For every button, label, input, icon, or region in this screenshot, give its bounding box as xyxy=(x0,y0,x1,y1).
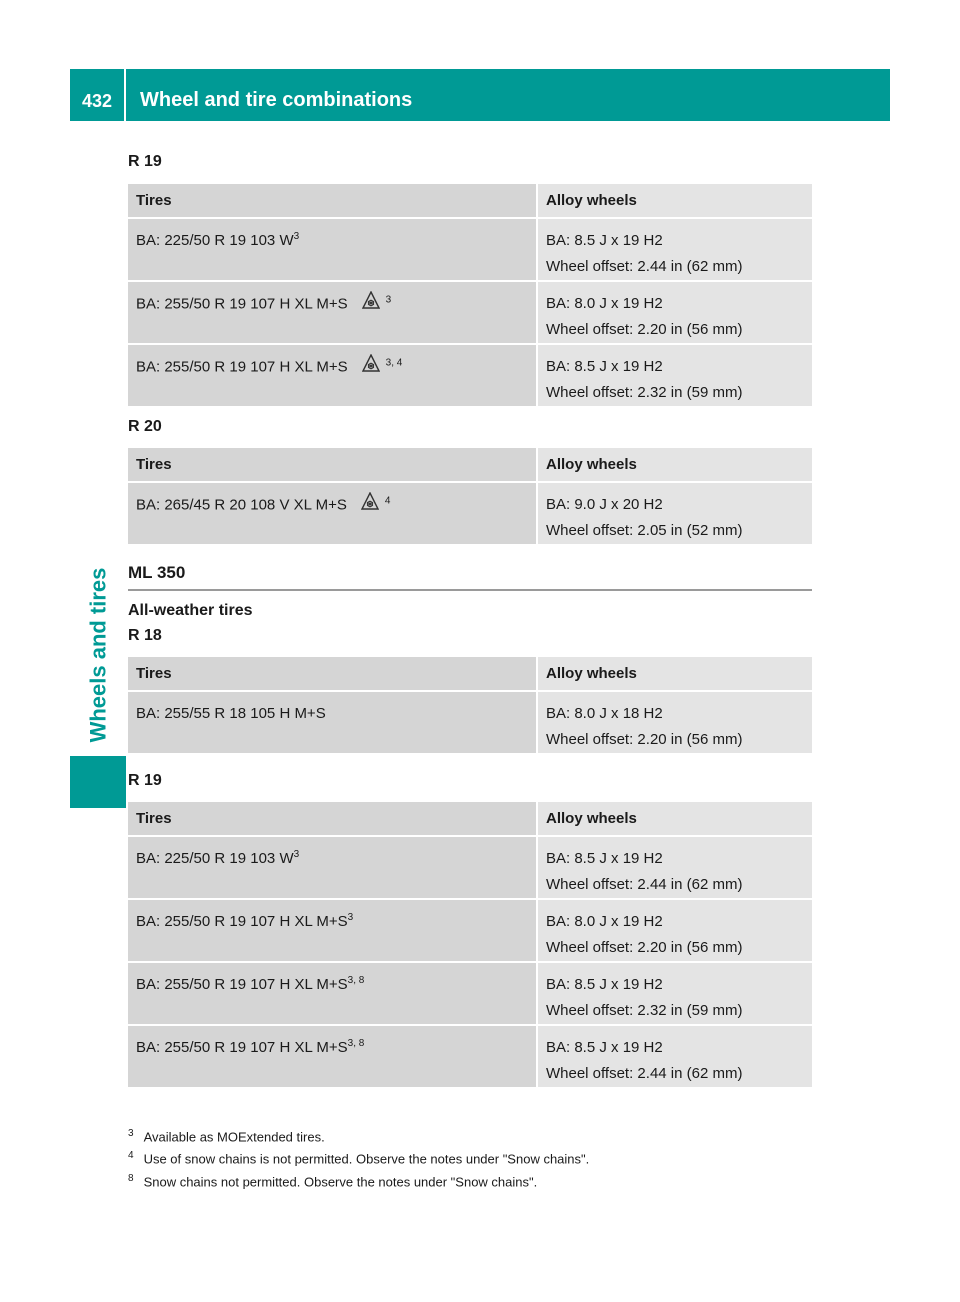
wheel-cell xyxy=(536,282,812,345)
snowflake-mountain-icon xyxy=(362,291,380,318)
table-row xyxy=(128,692,812,755)
wheel-offset: Wheel offset: 2.20 in (56 mm) xyxy=(546,321,743,338)
footnote-text: Snow chains not permitted. Observe the notes under "Snow chains". xyxy=(143,1173,538,1189)
footnote-number: 4 xyxy=(128,1150,134,1162)
tire-cell xyxy=(128,282,536,345)
table-row xyxy=(128,483,812,546)
tire-cell xyxy=(128,345,536,408)
table-header-row xyxy=(128,448,812,483)
wheel-spec: BA: 8.5 J x 19 H2 xyxy=(546,1039,663,1056)
tire-spec: BA: 255/50 R 19 107 H XL M+S xyxy=(136,913,348,930)
footnote-number: 8 xyxy=(128,1172,134,1184)
wheel-offset: Wheel offset: 2.44 in (62 mm) xyxy=(546,1065,743,1082)
wheel-offset: Wheel offset: 2.44 in (62 mm) xyxy=(546,258,743,275)
snowflake-mountain-icon xyxy=(362,354,380,381)
table-row xyxy=(128,1026,812,1089)
footnote xyxy=(128,1146,589,1168)
page-header xyxy=(70,69,890,121)
footnote-number: 3 xyxy=(128,1128,134,1139)
column-header-tires: Tires xyxy=(128,657,536,692)
footnote xyxy=(128,1124,589,1146)
group-heading-r19-ml350: R 19 xyxy=(128,772,162,789)
wheel-spec: BA: 8.5 J x 19 H2 xyxy=(546,232,663,249)
footnote-ref: 3 xyxy=(293,231,300,242)
tire-cell xyxy=(128,900,536,963)
wheel-offset: Wheel offset: 2.20 in (56 mm) xyxy=(546,731,743,748)
wheel-spec: BA: 8.0 J x 19 H2 xyxy=(546,295,663,312)
footnote-ref: 3 xyxy=(293,849,300,860)
wheel-cell xyxy=(536,219,812,282)
wheel-spec: BA: 8.5 J x 19 H2 xyxy=(546,850,663,867)
wheel-spec: BA: 9.0 J x 20 H2 xyxy=(546,496,663,513)
footnote-ref: 4 xyxy=(384,495,391,507)
footnote-text: Available as MOExtended tires. xyxy=(143,1129,325,1145)
column-header-tires: Tires xyxy=(128,448,536,483)
wheel-cell xyxy=(536,345,812,408)
tire-table-r20 xyxy=(128,448,812,546)
table-row xyxy=(128,963,812,1026)
wheel-cell xyxy=(536,483,812,546)
footnote-ref: 3 xyxy=(347,912,354,923)
tire-cell xyxy=(128,1026,536,1089)
tire-cell xyxy=(128,963,536,1026)
wheel-cell xyxy=(536,963,812,1026)
footnote-ref: 3 xyxy=(385,294,392,306)
footnote-ref: 3, 4 xyxy=(385,357,403,369)
footnotes xyxy=(128,1124,589,1191)
tire-table-r19-ml350 xyxy=(128,802,812,1089)
group-heading-r18: R 18 xyxy=(128,627,162,644)
column-header-alloy-wheels: Alloy wheels xyxy=(536,448,812,483)
table-row xyxy=(128,900,812,963)
tire-cell xyxy=(128,483,536,546)
column-header-tires: Tires xyxy=(128,802,536,837)
wheel-cell xyxy=(536,1026,812,1089)
side-tab-marker xyxy=(70,756,126,808)
wheel-spec: BA: 8.0 J x 19 H2 xyxy=(546,913,663,930)
table-row xyxy=(128,837,812,900)
table-row xyxy=(128,345,812,408)
wheel-cell xyxy=(536,837,812,900)
tire-spec: BA: 255/50 R 19 107 H XL M+S xyxy=(136,1039,348,1056)
footnote xyxy=(128,1169,589,1191)
section-title: ML 350 xyxy=(128,563,812,591)
tire-spec: BA: 265/45 R 20 108 V XL M+S xyxy=(136,496,347,514)
wheel-offset: Wheel offset: 2.32 in (59 mm) xyxy=(546,1002,743,1019)
tire-spec: BA: 255/50 R 19 107 H XL M+S xyxy=(136,295,348,313)
wheel-cell xyxy=(536,900,812,963)
column-header-alloy-wheels: Alloy wheels xyxy=(536,184,812,219)
tire-table-r19 xyxy=(128,184,812,408)
footnote-text: Use of snow chains is not permitted. Observe the notes under "Snow chains". xyxy=(143,1151,590,1167)
footnote-ref: 3, 8 xyxy=(347,1038,365,1049)
wheel-offset: Wheel offset: 2.32 in (59 mm) xyxy=(546,384,743,401)
tire-spec: BA: 225/50 R 19 103 W xyxy=(136,232,294,249)
tire-spec: BA: 225/50 R 19 103 W xyxy=(136,850,294,867)
snowflake-mountain-icon xyxy=(361,492,379,519)
tire-spec: BA: 255/55 R 18 105 H M+S xyxy=(136,705,326,722)
column-header-alloy-wheels: Alloy wheels xyxy=(536,802,812,837)
table-header-row xyxy=(128,184,812,219)
table-row xyxy=(128,219,812,282)
wheel-spec: BA: 8.0 J x 18 H2 xyxy=(546,705,663,722)
tire-spec: BA: 255/50 R 19 107 H XL M+S xyxy=(136,358,348,376)
table-header-row xyxy=(128,802,812,837)
table-row xyxy=(128,282,812,345)
wheel-offset: Wheel offset: 2.44 in (62 mm) xyxy=(546,876,743,893)
section-subheading: All-weather tires xyxy=(128,602,253,619)
tire-table-r18 xyxy=(128,657,812,755)
column-header-alloy-wheels: Alloy wheels xyxy=(536,657,812,692)
column-header-tires: Tires xyxy=(128,184,536,219)
tire-spec: BA: 255/50 R 19 107 H XL M+S xyxy=(136,976,348,993)
group-heading-r20: R 20 xyxy=(128,418,162,435)
group-heading-r19: R 19 xyxy=(128,153,162,170)
wheel-spec: BA: 8.5 J x 19 H2 xyxy=(546,976,663,993)
wheel-offset: Wheel offset: 2.05 in (52 mm) xyxy=(546,522,743,539)
side-tab-label: Wheels and tires xyxy=(85,567,110,743)
side-tab xyxy=(70,560,126,750)
chapter-title: Wheel and tire combinations xyxy=(140,89,413,111)
wheel-offset: Wheel offset: 2.20 in (56 mm) xyxy=(546,939,743,956)
tire-cell xyxy=(128,837,536,900)
page-number: 432 xyxy=(70,69,126,121)
table-header-row xyxy=(128,657,812,692)
wheel-spec: BA: 8.5 J x 19 H2 xyxy=(546,358,663,375)
footnote-ref: 3, 8 xyxy=(347,975,365,986)
tire-cell xyxy=(128,692,536,755)
tire-cell xyxy=(128,219,536,282)
wheel-cell xyxy=(536,692,812,755)
